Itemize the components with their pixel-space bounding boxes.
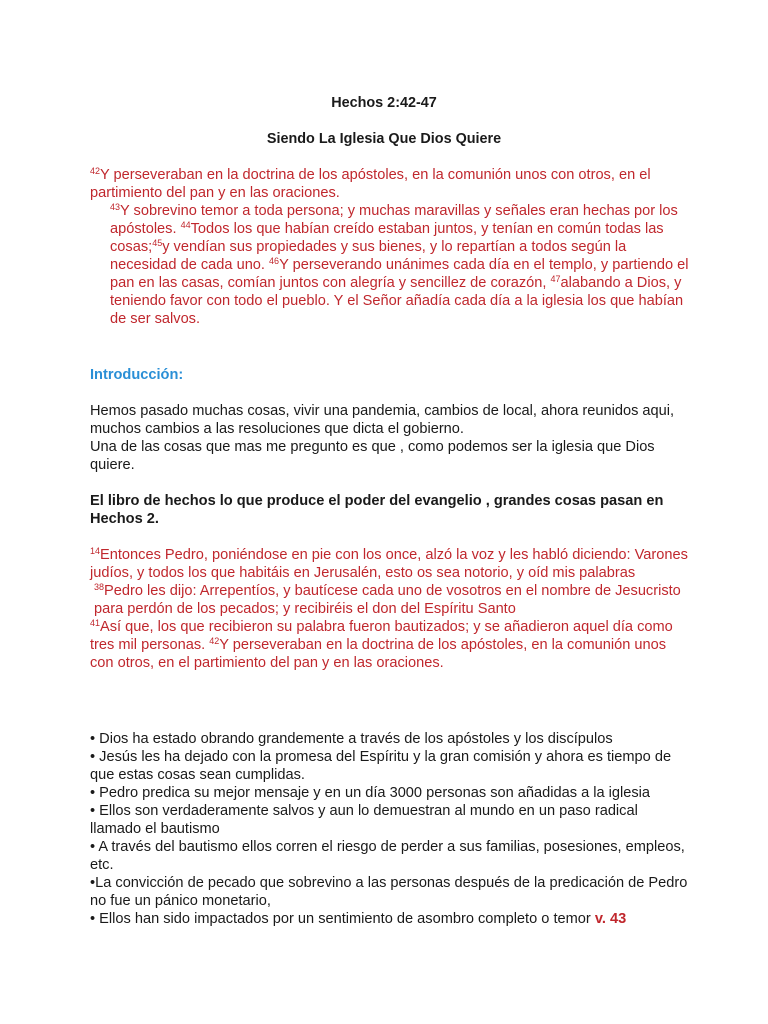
passage-acts-2-selected — [90, 546, 690, 672]
verse-number: 46 — [269, 256, 280, 266]
section-heading: El libro de hechos lo que produce el poder del evangelio , grandes cosas pasan en Hechos 2. — [90, 493, 664, 527]
verse-number: 45 — [152, 238, 163, 248]
verse-38: $^{38}$Pedro les dijo: Arrepentíos, y bautícese cada uno de vosotros en el nombre de Jesucristo para perdón de los pecados; y recibiréis el don del Espíritu Santo — [94, 582, 681, 617]
bullet-item: •La convicción de pecado que sobrevino a las personas después de la predicación de Pedro no fue un pánico monetario, — [90, 875, 688, 909]
bullet-item: • Jesús les ha dejado con la promesa del Espíritu y la gran comisión y ahora es tiempo de que estas cosas sean cumplidas. — [90, 749, 672, 783]
bullet-item: • Pedro predica su mejor mensaje y en un día 3000 personas son añadidas a la iglesia — [90, 785, 651, 801]
bullet-list — [90, 730, 690, 928]
intro-heading: Introducción: — [90, 367, 184, 383]
intro-paragraph: Hemos pasado muchas cosas, vivir una pandemia, cambios de local, ahora reunidos aqui, muchos cambios a las resoluciones que dicta el gobierno. — [90, 403, 675, 437]
scripture-reference: Hechos 2:42-47 — [331, 95, 437, 111]
bullet-item: • Dios ha estado obrando grandemente a través de los apóstoles y los discípulos — [90, 731, 613, 747]
verse-reference: v. 43 — [594, 911, 627, 927]
passage-acts-2-42-47 — [90, 166, 690, 328]
verse-number: 42 — [209, 636, 220, 646]
verse-number: 14 — [90, 546, 101, 556]
verse-42: $^{42}$Y perseveraban en la doctrina de los apóstoles, en la comunión unos con otros, en el partimiento del pan y en las oraciones. — [90, 166, 651, 201]
bullet-item: • Ellos son verdaderamente salvos y aun lo demuestran al mundo en un paso radical llamado el bautismo — [90, 803, 638, 837]
verse-number: 42 — [90, 166, 101, 176]
verse-number: 44 — [180, 220, 191, 230]
verses-41-42: $^{41}$Así que, los que recibieron su palabra fueron bautizados; y se añadieron aquel día como tres mil personas. $^{42}$Y perseveraban en la doctrina de los apóstoles, en la comunión unos con otros, en el partimiento del pan y en las oraciones. — [90, 618, 673, 671]
bullet-item: • A través del bautismo ellos corren el riesgo de perder a sus familias, posesiones, empleos, etc. — [90, 839, 685, 873]
verse-14: $^{14}$Entonces Pedro, poniéndose en pie con los once, alzó la voz y les habló diciendo: Varones judíos, y todos los que habitáis en Jerusalén, esto os sea notorio, y oíd mis palabras — [90, 546, 688, 581]
intro-body — [90, 402, 690, 474]
intro-paragraph: Una de las cosas que mas me pregunto es que , como podemos ser la iglesia que Dios quiere. — [90, 439, 655, 473]
verse-number: 43 — [110, 202, 121, 212]
verse-number: 41 — [90, 618, 101, 628]
bullet-item: • Ellos han sido impactados por un sentimiento de asombro completo o temor v. 43 — [90, 911, 627, 927]
sermon-title: Siendo La Iglesia Que Dios Quiere — [266, 131, 502, 147]
verse-number: 38 — [94, 582, 105, 592]
verses-43-47: $^{43}$Y sobrevino temor a toda persona; y muchas maravillas y señales eran hechas por los apóstoles. $^{44}$Todos los que habían creído estaban juntos, y tenían en común todas las cosas;$^{45}$y vendían sus propiedades y sus bienes, y lo repartían a todos según la necesidad de cada uno. $^{46}$Y perseverando unánimes cada día en el templo, y partiendo el pan en las casas, comían juntos con alegría y sencillez de corazón, $^{47}$alabando a Dios, y teniendo favor con todo el pueblo. Y el Señor añadía cada día a la iglesia los que habían de ser salvos. — [110, 202, 689, 327]
verse-number: 47 — [550, 274, 561, 284]
